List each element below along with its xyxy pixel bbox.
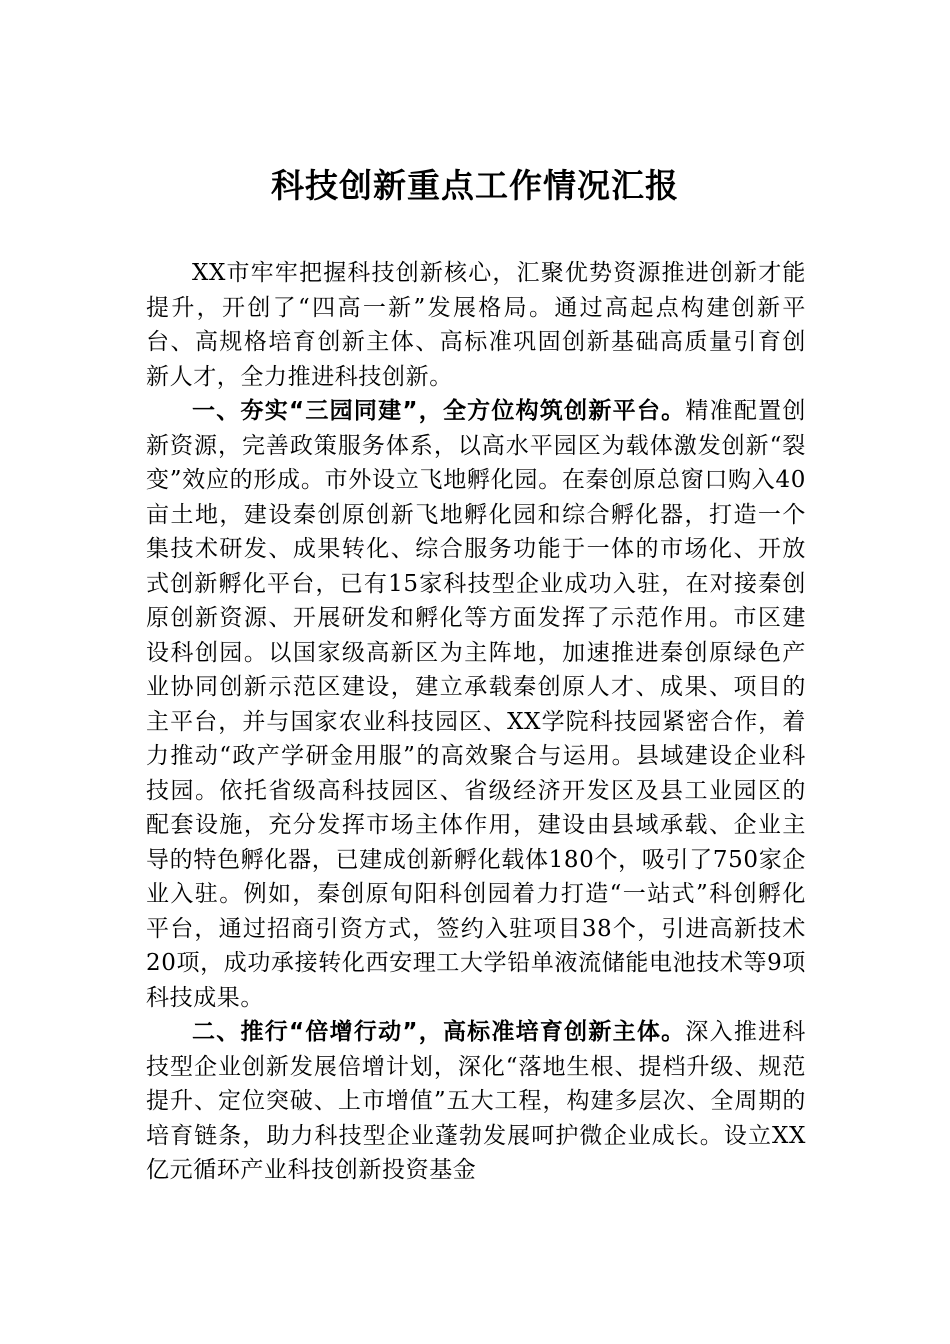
section-one-text: 精准配置创新资源，完善政策服务体系，以高水平园区为载体激发创新“裂变”效应的形成。市外设立飞地孵化园。在秦创原总窗口购入40亩土地，建设秦创原创新飞地孵化园和综合孵化器，打造一个集技术研发、成果转化、综合服务功能于一体的市场化、开放式创新孵化平台，已有15家科技型企业成功入驻，在对接秦创原创新资源、开展研发和孵化等方面发挥了示范作用。市区建设科创园。以国家级高新区为主阵地，加速推进秦创原绿色产业协同创新示范区建设，建立承载秦创原人才、成果、项目的主平台，并与国家农业科技园区、XX学院科技园紧密合作，着力推动“政产学研金用服”的高效聚合与运用。县域建设企业科技园。依托省级高科技园区、省级经济开发区及县工业园区的配套设施，充分发挥市场主体作用，建设由县域承载、企业主导的特色孵化器，已建成创新孵化载体180个，吸引了750家企业入驻。例如，秦创原旬阳科创园着力打造“一站式”科创孵化平台，通过招商引资方式，签约入驻项目38个，引进高新技术20项，成功承接转化西安理工大学铅单液流储能电池技术等9项科技成果。 [146,398,806,1011]
section-one-heading: 一、夯实“三园同建”，全方位构筑创新平台。 [192,398,686,424]
section-two-text: 深入推进科技型企业创新发展倍增计划，深化“落地生根、提档升级、规范提升、定位突破、上市增值”五大工程，构建多层次、全周期的培育链条，助力科技型企业蓬勃发展呵护微企业成长。设立XX亿元循环产业科技创新投资基金 [146,1019,806,1183]
section-two-heading: 二、推行“倍增行动”，高标准培育创新主体。 [192,1019,686,1045]
section-two-paragraph [146,1015,806,1188]
section-one-paragraph [146,394,806,1015]
document-title: 科技创新重点工作情况汇报 [271,166,679,205]
intro-paragraph-text: XX市牢牢把握科技创新核心，汇聚优势资源推进创新才能提升，开创了“四高一新”发展格局。通过高起点构建创新平台、高规格培育创新主体、高标准巩固创新基础高质量引育创新人才，全力推进科技创新。 [146,260,806,390]
intro-paragraph [146,256,806,394]
document-body [146,256,806,1188]
